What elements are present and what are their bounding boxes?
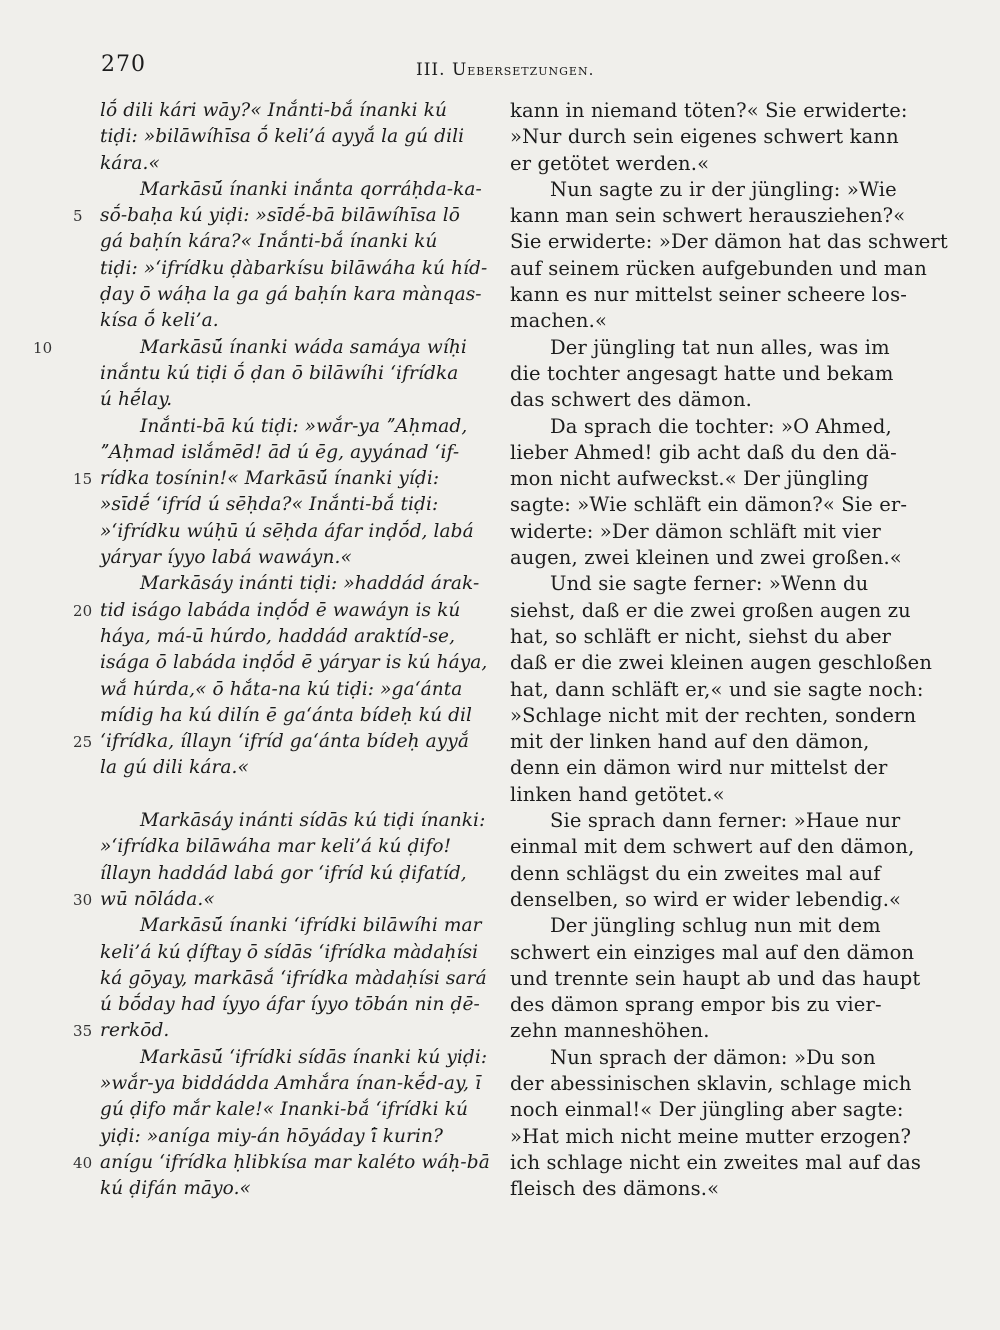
somali-text-line-text: íllayn haddád labá gor ‘ifríd kú ḍifatíd, <box>100 862 467 884</box>
german-text-line-text: Sie erwiderte: »Der dämon hat das schwert <box>510 230 948 254</box>
german-text-line-text: Da sprach die tochter: »O Ahmed, <box>550 414 892 438</box>
somali-text-line-text: lṓ dili kári wāy?« Inắnti-bắ ínanki kú <box>100 100 447 121</box>
german-text-line <box>510 966 921 992</box>
somali-text-line-text: Markāsū́ ínanki inắnta qorráḥda-ka- <box>140 178 482 200</box>
german-text-line-text: denn ein dämon wird nur mittelst der <box>510 756 888 780</box>
german-text-line <box>510 387 910 413</box>
german-text-line <box>510 887 910 913</box>
german-text-line-text: lieber Ahmed! gib acht daß du den dä- <box>510 440 897 464</box>
german-text-line-text: hat, so schläft er nicht, siehst du aber <box>510 624 892 648</box>
line-number: 30 <box>73 890 93 909</box>
somali-text-line <box>100 703 490 729</box>
german-text-line-text: fleisch des dämons.« <box>510 1177 720 1201</box>
somali-text-line <box>100 1176 490 1202</box>
somali-text-column <box>33 98 490 1202</box>
line-number: 15 <box>73 470 93 489</box>
german-text-line-text: auf seinem rücken aufgebunden und man <box>510 256 927 280</box>
german-text-line-text: die tochter angesagt hatte und bekam <box>510 361 894 385</box>
german-text-line-text: der abessinischen sklavin, schlage mich <box>510 1071 912 1095</box>
somali-text-line <box>33 335 490 361</box>
german-text-line-text: widerte: »Der dämon schläft mit vier <box>510 519 882 543</box>
german-text-line-text: er getötet werden.« <box>510 151 710 175</box>
somali-text-line-text: ‘ifrídka, íllayn ‘ifríd ga‘ánta bídeḥ ayyắ <box>100 731 469 753</box>
somali-text-line-text: kísa ṓ keli’a. <box>100 310 219 332</box>
german-text-line-text: denselben, so wird er wider lebendig.« <box>510 887 902 911</box>
somali-text-line <box>100 834 490 860</box>
somali-text-line <box>100 755 490 781</box>
german-text-line-text: Sie sprach dann ferner: »Haue nur <box>550 809 901 833</box>
somali-text-line <box>73 203 490 229</box>
somali-text-line <box>100 256 490 282</box>
somali-text-line-text: »sīdḗ ‘ifríd ú sēḥda?« Inắnti-bắ tiḍi: <box>100 494 439 516</box>
somali-text-line <box>100 571 490 597</box>
german-text-line-text: linken hand getötet.« <box>510 782 725 806</box>
german-text-line-text: schwert ein einziges mal auf den dämon <box>510 940 915 964</box>
german-text-line-text: des dämon sprang empor bis zu vier- <box>510 993 882 1017</box>
somali-text-line-text: wắ húrda,« ō hắta-na kú tiḍi: »ga‘ánta <box>100 678 463 700</box>
somali-text-line-text: tiḍi: »‘ifrídku ḍàbarkísu bilāwáha kú híd- <box>100 257 488 279</box>
somali-text-line <box>100 940 490 966</box>
somali-text-line <box>100 124 490 150</box>
german-text-line-text: kann man sein schwert herausziehen?« <box>510 204 906 228</box>
german-text-line <box>510 1124 910 1150</box>
somali-text-line <box>100 414 490 440</box>
somali-text-line <box>100 1045 490 1071</box>
somali-text-line-text: kú ḍifán māyo.« <box>100 1178 251 1200</box>
german-text-line <box>510 755 910 781</box>
german-text-line <box>510 650 933 676</box>
somali-text-line <box>100 966 490 992</box>
somali-text-line-text: Markāsáy inánti tiḍi: »haddád árak- <box>140 573 480 595</box>
somali-text-line-text: rídka tosínin!« Markāsū́ ínanki yíḍi: <box>100 468 440 490</box>
somali-text-line <box>73 1150 490 1176</box>
somali-text-line-text: ḍay ō wáḥa la ga gá baḥín kara mànqas- <box>100 284 482 306</box>
line-number: 10 <box>33 338 53 357</box>
somali-text-line-text: Markāsū́ ínanki wáda samáya wíḥi <box>140 336 467 358</box>
somali-text-line <box>100 624 490 650</box>
somali-text-line <box>73 729 490 755</box>
german-text-line <box>510 335 910 361</box>
german-text-line <box>510 1045 910 1071</box>
german-text-line <box>510 1176 910 1202</box>
somali-text-line-text: sṓ-baḥa kú yiḍi: »sīdḗ-bā bilāwíhīsa lō <box>100 205 460 227</box>
german-text-line <box>510 414 910 440</box>
german-text-line <box>510 545 910 571</box>
german-text-line <box>510 256 927 282</box>
german-text-line <box>510 466 910 492</box>
german-text-line <box>510 992 910 1018</box>
german-text-line-text: Der jüngling tat nun alles, was im <box>550 335 890 359</box>
somali-text-line-text: kára.« <box>100 152 160 174</box>
somali-text-line-text: yáryar íyyo labá wawáyn.« <box>100 547 352 569</box>
german-text-line <box>510 440 910 466</box>
somali-text-line <box>100 650 490 676</box>
somali-text-line <box>100 913 490 939</box>
somali-text-line <box>100 1097 490 1123</box>
somali-text-line-text: inắntu kú tiḍi ṓ ḍan ō bilāwíhi ‘ifrídka <box>100 362 459 384</box>
german-text-line-text: hat, dann schläft er,« und sie sagte noch: <box>510 677 924 701</box>
german-text-line <box>510 492 910 518</box>
somali-text-line <box>100 1071 490 1097</box>
somali-text-line-text: tiḍi: »bilāwíhīsa ṓ keli’á ayyắ la gú dili <box>100 126 465 148</box>
somali-text-line <box>100 782 490 808</box>
german-text-line-text: Nun sprach der dämon: »Du son <box>550 1045 876 1069</box>
somali-text-line-text: ˮAḥmad islắmēd! ād ú ēg, ayyánad ‘if- <box>100 441 460 463</box>
german-text-line <box>510 151 910 177</box>
somali-text-line <box>73 598 490 624</box>
german-text-line-text: sagte: »Wie schläft ein dämon?« Sie er- <box>510 493 908 517</box>
german-text-line-text: einmal mit dem schwert auf den dämon, <box>510 835 915 859</box>
german-text-line-text: ich schlage nicht ein zweites mal auf das <box>510 1150 922 1174</box>
german-text-line <box>510 571 910 597</box>
somali-text-line-text: gá baḥín kára?« Inắnti-bắ ínanki kú <box>100 231 438 253</box>
somali-text-line <box>100 861 490 887</box>
german-text-line-text: augen, zwei kleinen und zwei großen.« <box>510 546 902 570</box>
somali-text-line-text: mídig ha kú dilín ē ga‘ánta bídeḥ kú dil <box>100 704 473 726</box>
somali-text-line <box>100 492 490 518</box>
somali-text-line-text: gú ḍifo mắr kale!« Inanki-bắ ‘ifrídki kú <box>100 1099 468 1121</box>
somali-text-line <box>100 98 490 124</box>
somali-text-line <box>100 992 490 1018</box>
line-number: 40 <box>73 1153 93 1172</box>
somali-text-line-text: Inắnti-bā kú tiḍi: »wắr-ya ˮAḥmad, <box>140 415 468 437</box>
somali-text-line-text: »‘ifrídku wúḥū ú sēḥda áfar inḍṓd, labá <box>100 520 474 542</box>
german-text-line <box>510 782 910 808</box>
german-text-line-text: kann es nur mittelst seiner scheere los- <box>510 283 907 307</box>
german-text-line <box>510 808 910 834</box>
running-head <box>416 60 594 80</box>
german-text-line <box>510 729 910 755</box>
somali-text-line-text: anígu ‘ifrídka ḥlibkísa mar kaléto wáḥ-bā <box>100 1151 490 1173</box>
german-text-line <box>510 361 910 387</box>
somali-text-line <box>73 1018 490 1044</box>
german-text-line-text: mon nicht aufweckst.« Der jüngling <box>510 467 869 491</box>
german-text-line <box>510 677 924 703</box>
somali-text-line <box>100 440 490 466</box>
german-text-line-text: machen.« <box>510 309 608 333</box>
somali-text-line-text: Markāsáy inánti sídās kú tiḍi ínanki: <box>140 810 486 832</box>
somali-text-line <box>100 151 490 177</box>
somali-text-line <box>100 387 490 413</box>
somali-text-line-text: keli’á kú ḍíftay ō sídās ‘ifrídka màdaḥísi <box>100 941 479 963</box>
german-text-line-text: »Hat mich nicht meine mutter erzogen? <box>510 1124 912 1148</box>
german-text-line-text: Der jüngling schlug nun mit dem <box>550 914 881 938</box>
german-text-line <box>510 203 910 229</box>
german-text-line <box>510 861 910 887</box>
running-head-prefix: III. U <box>416 60 468 80</box>
somali-text-line-text: yiḍi: »aníga miy-án hōyáday ī́ kurin? <box>100 1125 444 1147</box>
german-text-line-text: denn schlägst du ein zweites mal auf <box>510 861 881 885</box>
german-text-line-text: und trennte sein haupt ab und das haupt <box>510 966 921 990</box>
german-text-line <box>510 834 915 860</box>
somali-text-line-text: la gú dili kára.« <box>100 757 249 779</box>
somali-text-line <box>73 466 490 492</box>
german-text-line-text: kann in niemand töten?« Sie erwiderte: <box>510 99 908 122</box>
somali-text-line-text: »wắr-ya biddádda Amhắra ínan-kḗd-ay, ī <box>100 1072 482 1094</box>
german-text-line-text: das schwert des dämon. <box>510 388 753 412</box>
german-text-line <box>510 598 910 624</box>
somali-text-line-text: Markāsū́ ínanki ‘ifrídki bilāwíhi mar <box>140 915 482 937</box>
line-number: 20 <box>73 601 93 620</box>
german-translation-column <box>510 98 948 1202</box>
somali-text-line-text: tid iságo labáda inḍṓd ē wawáyn is kú <box>100 599 461 621</box>
german-text-line <box>510 124 910 150</box>
german-text-line <box>510 229 948 255</box>
german-text-line-text: »Schlage nicht mit der rechten, sondern <box>510 703 917 727</box>
german-text-line-text: zehn manneshöhen. <box>510 1019 710 1043</box>
german-text-line-text: noch einmal!« Der jüngling aber sagte: <box>510 1098 904 1122</box>
somali-text-line <box>100 808 490 834</box>
german-text-line <box>510 98 910 124</box>
german-text-line <box>510 308 910 334</box>
line-number: 25 <box>73 733 93 752</box>
german-text-line <box>510 177 910 203</box>
somali-text-line <box>100 677 490 703</box>
somali-text-line <box>73 887 490 913</box>
somali-text-line-text: wū nōláda.« <box>100 888 215 910</box>
german-text-line <box>510 913 910 939</box>
somali-text-line-text: Markāsū́ ‘ifrídki sídās ínanki kú yiḍi: <box>140 1046 488 1068</box>
german-text-line <box>510 703 917 729</box>
somali-text-line-text: »‘ifrídka bilāwáha mar keli’á kú ḍifo! <box>100 836 452 858</box>
german-text-line-text: mit der linken hand auf den dämon, <box>510 730 870 754</box>
line-number: 35 <box>73 1022 93 1041</box>
somali-text-line <box>100 545 490 571</box>
german-text-line <box>510 940 915 966</box>
somali-text-line <box>100 1124 490 1150</box>
german-text-line-text: daß er die zwei kleinen augen geschloßen <box>510 651 933 675</box>
somali-text-line <box>100 308 490 334</box>
german-text-line <box>510 1071 910 1097</box>
page-number: 270 <box>101 52 146 77</box>
german-text-line <box>510 1150 922 1176</box>
somali-text-line-text: háya, má-ū húrdo, haddád araktíd-se, <box>100 625 456 647</box>
somali-text-line <box>100 282 490 308</box>
somali-text-line <box>100 229 490 255</box>
german-text-line <box>510 1018 910 1044</box>
german-text-line <box>510 282 910 308</box>
somali-text-line-text: rerkōd. <box>100 1020 170 1042</box>
german-text-line-text: Und sie sagte ferner: »Wenn du <box>550 572 869 596</box>
somali-text-line-text: ú hḗlay. <box>100 389 173 411</box>
somali-text-line <box>100 519 490 545</box>
somali-text-line <box>100 177 490 203</box>
german-text-line-text: »Nur durch sein eigenes schwert kann <box>510 125 899 149</box>
line-number: 5 <box>73 207 83 226</box>
somali-text-line <box>100 361 490 387</box>
german-text-line-text: siehst, daß er die zwei großen augen zu <box>510 598 911 622</box>
german-text-line-text: Nun sagte zu ir der jüngling: »Wie <box>550 177 897 201</box>
running-head-rest: ebersetzungen. <box>467 61 595 79</box>
german-text-line <box>510 1097 910 1123</box>
somali-text-line-text: ká gōyay, markāsắ ‘ifrídka màdaḥísi sará <box>100 967 487 989</box>
somali-text-line-text: ú bṓday had íyyo áfar íyyo tōbán nin ḍē- <box>100 994 480 1016</box>
german-text-line <box>510 624 910 650</box>
german-text-line <box>510 519 910 545</box>
somali-text-line-text: isága ō labáda inḍṓd ē yáryar is kú háya, <box>100 652 488 674</box>
